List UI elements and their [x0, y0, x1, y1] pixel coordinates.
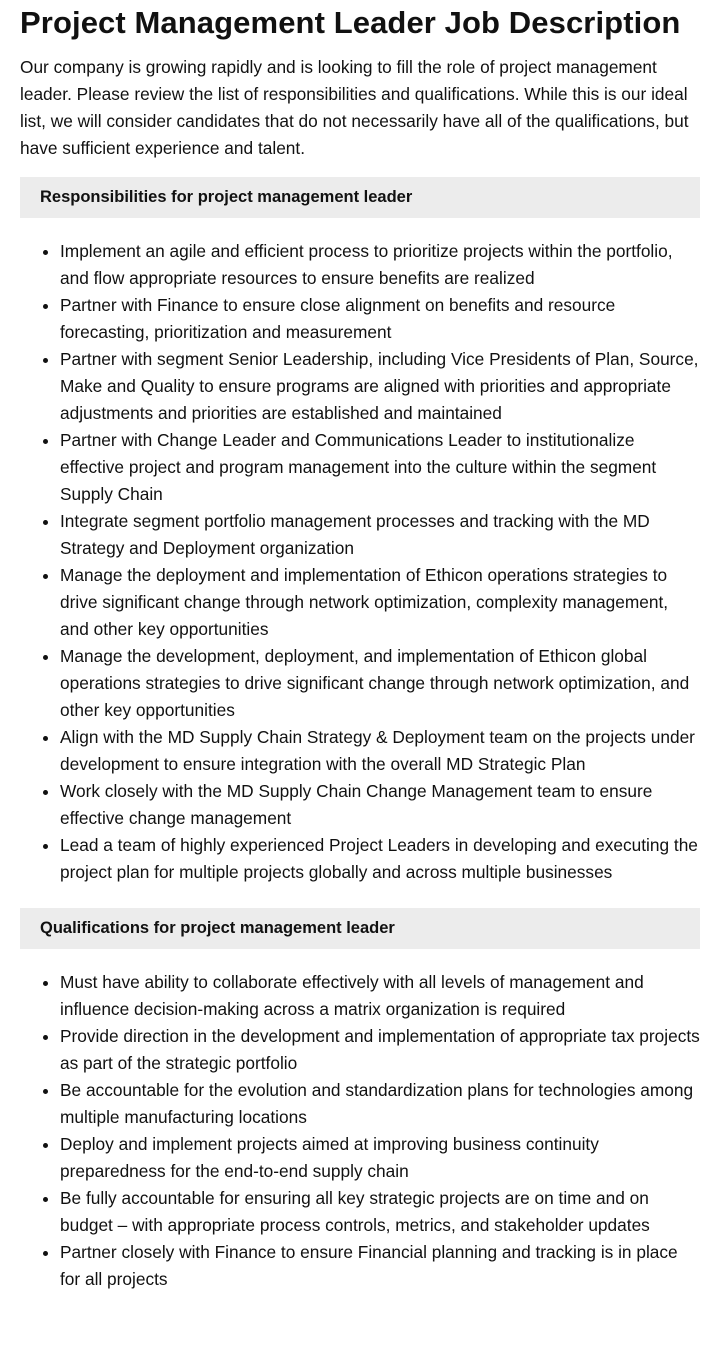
list-item: • Work closely with the MD Supply Chain Change Management team to ensure effective change management — [60, 778, 700, 832]
list-item: • Integrate segment portfolio management processes and tracking with the MD Strategy and Deployment organization — [60, 508, 700, 562]
list-item: • Partner with Finance to ensure close alignment on benefits and resource forecasting, prioritization and measurement — [60, 292, 700, 346]
list-item: • Manage the development, deployment, and implementation of Ethicon global operations strategies to drive significant change through network optimization, and other key opportunities — [60, 643, 700, 724]
qualifications-list — [20, 969, 700, 1293]
list-item: • Partner with Change Leader and Communications Leader to institutionalize effective project and program management into the culture within the segment Supply Chain — [60, 427, 700, 508]
list-item: • Be accountable for the evolution and standardization plans for technologies among multiple manufacturing locations — [60, 1077, 700, 1131]
list-item: • Provide direction in the development and implementation of appropriate tax projects as part of the strategic portfolio — [60, 1023, 700, 1077]
list-item: • Implement an agile and efficient process to prioritize projects within the portfolio, and flow appropriate resources to ensure benefits are realized — [60, 238, 700, 292]
list-item: • Manage the deployment and implementation of Ethicon operations strategies to drive significant change through network optimization, complexity management, and other key opportunities — [60, 562, 700, 643]
page-title: Project Management Leader Job Description — [20, 5, 681, 40]
responsibilities-heading: Responsibilities for project management leader — [20, 177, 700, 218]
list-item: • Partner with segment Senior Leadership, including Vice Presidents of Plan, Source, Make and Quality to ensure programs are aligned with priorities and appropriate adjustments and priorities are established and maintained — [60, 346, 700, 427]
list-item: • Align with the MD Supply Chain Strategy & Deployment team on the projects under development to ensure integration with the overall MD Strategic Plan — [60, 724, 700, 778]
responsibilities-list — [20, 238, 700, 886]
list-item: • Must have ability to collaborate effectively with all levels of management and influence decision-making across a matrix organization is required — [60, 969, 700, 1023]
intro-paragraph: Our company is growing rapidly and is looking to fill the role of project management leader. Please review the list of responsibilities and qualifications. While this is our ideal list, we will consider candidates that do not necessarily have all of the qualifications, but have sufficient experience and talent. — [20, 57, 689, 158]
list-item: • Partner closely with Finance to ensure Financial planning and tracking is in place for all projects — [60, 1239, 700, 1293]
qualifications-heading: Qualifications for project management leader — [20, 908, 700, 949]
list-item: • Be fully accountable for ensuring all key strategic projects are on time and on budget – with appropriate process controls, metrics, and stakeholder updates — [60, 1185, 700, 1239]
list-item: • Lead a team of highly experienced Project Leaders in developing and executing the project plan for multiple projects globally and across multiple businesses — [60, 832, 700, 886]
list-item: • Deploy and implement projects aimed at improving business continuity preparedness for the end-to-end supply chain — [60, 1131, 700, 1185]
